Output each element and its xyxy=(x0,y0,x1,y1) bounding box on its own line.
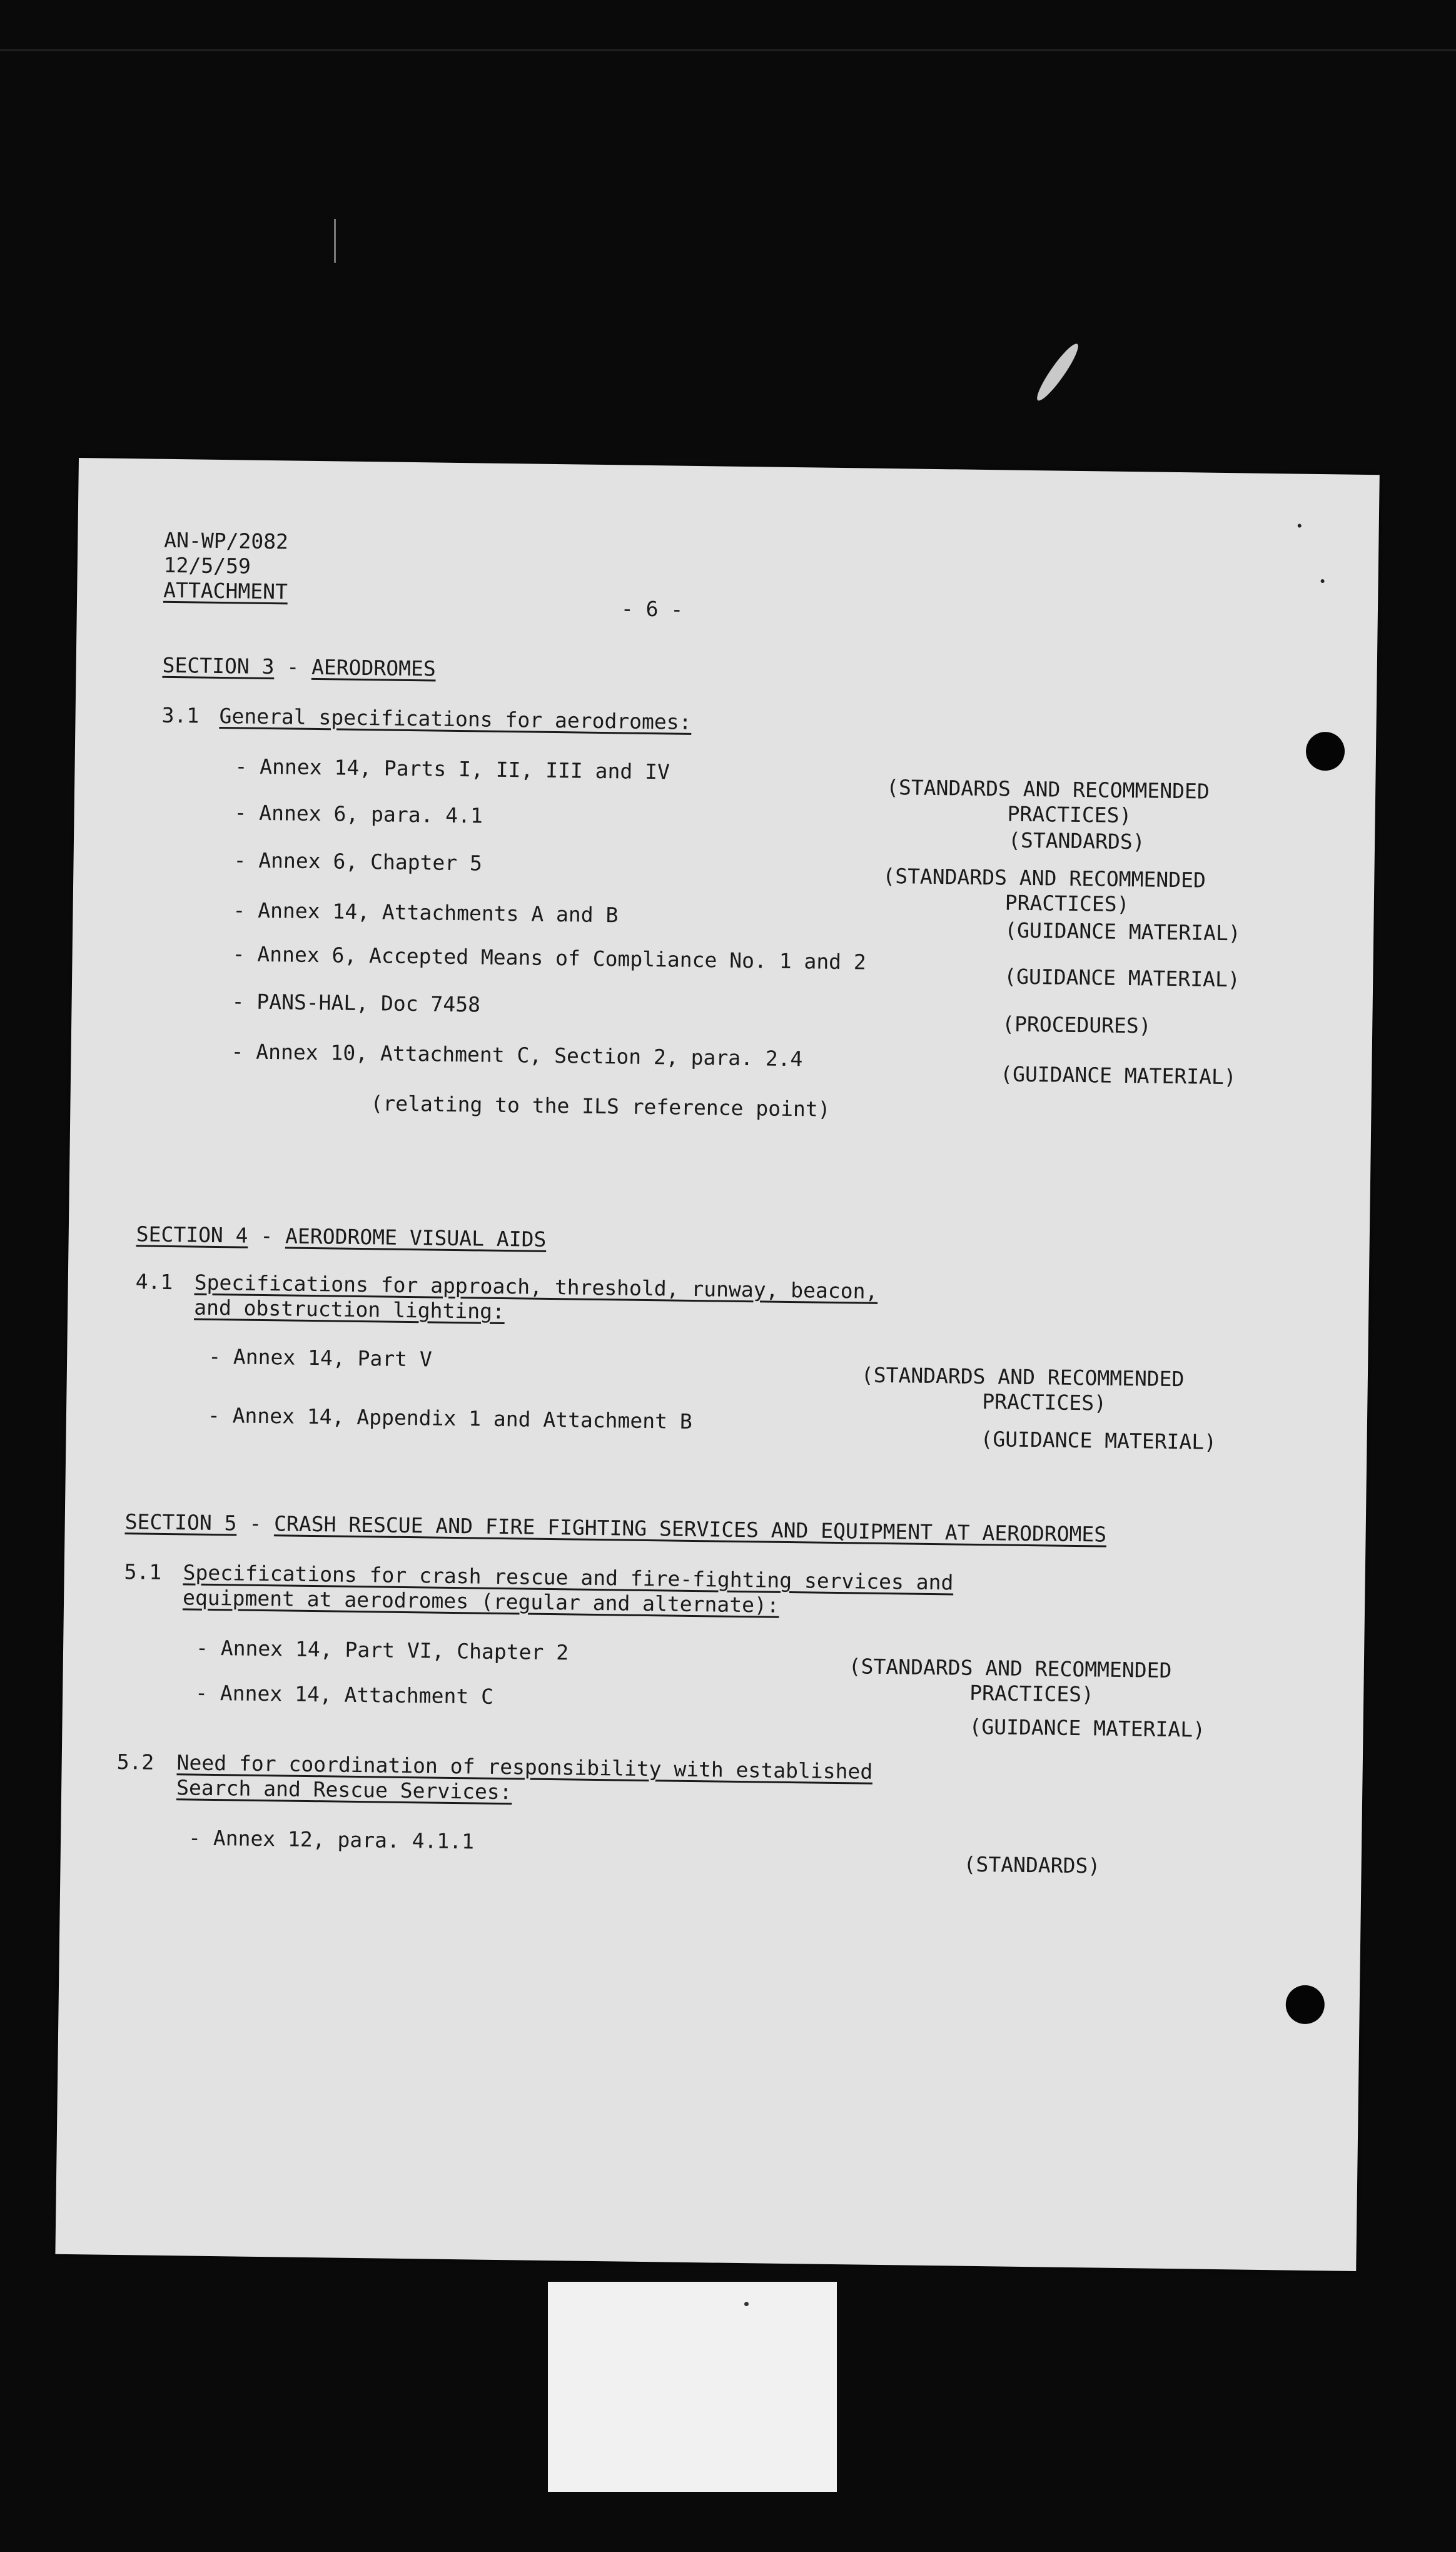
list-item: - Annex 6, para. 4.1 xyxy=(234,800,483,828)
section-heading xyxy=(162,653,436,682)
category-label: PRACTICES) xyxy=(982,1389,1107,1415)
section-dash: - xyxy=(249,1511,262,1536)
section-heading xyxy=(124,1509,1106,1547)
page-mark xyxy=(1298,524,1302,528)
section-title: AERODROME VISUAL AIDS xyxy=(285,1223,547,1252)
list-item: - Annex 12, para. 4.1.1 xyxy=(188,1825,475,1854)
category-label: (GUIDANCE MATERIAL) xyxy=(1004,964,1240,992)
category-label: (GUIDANCE MATERIAL) xyxy=(1004,918,1241,946)
subsection-heading: Specifications for approach, threshold, runway, beacon, xyxy=(194,1270,878,1304)
category-label: PRACTICES) xyxy=(1007,801,1132,828)
category-label: PRACTICES) xyxy=(1004,890,1130,917)
list-item: - Annex 6, Accepted Means of Compliance No. 1 and 2 xyxy=(232,941,867,975)
category-label: PRACTICES) xyxy=(969,1680,1095,1707)
list-item: - Annex 14, Part VI, Chapter 2 xyxy=(195,1635,569,1665)
section-title: CRASH RESCUE AND FIRE FIGHTING SERVICES AND EQUIPMENT AT AERODROMES xyxy=(273,1511,1107,1547)
list-item: - Annex 14, Appendix 1 and Attachment B xyxy=(207,1402,693,1434)
section-dash: - xyxy=(260,1223,273,1248)
category-label: (GUIDANCE MATERIAL) xyxy=(980,1427,1217,1454)
attachment-label: ATTACHMENT xyxy=(163,577,288,604)
film-edge-line xyxy=(0,49,1456,51)
list-item: - Annex 14, Attachments A and B xyxy=(233,898,619,928)
document-page xyxy=(55,458,1379,2271)
list-item: - Annex 6, Chapter 5 xyxy=(233,848,483,876)
category-label: (STANDARDS) xyxy=(963,1851,1101,1878)
section-heading xyxy=(136,1222,546,1252)
subsection-heading: General specifications for aerodromes: xyxy=(219,703,692,734)
category-label: (STANDARDS) xyxy=(1008,828,1145,854)
list-item: - PANS-HAL, Doc 7458 xyxy=(231,989,481,1017)
subsection-number: 5.2 xyxy=(116,1749,154,1775)
category-label: (STANDARDS AND RECOMMENDED xyxy=(848,1654,1172,1683)
section-number: SECTION 5 xyxy=(124,1509,237,1536)
section-title: AERODROMES xyxy=(311,654,437,681)
card-mark xyxy=(744,2302,749,2306)
category-label: (STANDARDS AND RECOMMENDED xyxy=(886,774,1210,804)
subsection-number: 3.1 xyxy=(161,702,200,728)
subsection-number: 5.1 xyxy=(124,1559,162,1584)
list-item: - Annex 14, Part V xyxy=(208,1344,433,1372)
punch-hole xyxy=(1306,732,1345,771)
subsection-number: 4.1 xyxy=(135,1269,173,1295)
subsection-heading: equipment at aerodromes (regular and alternate): xyxy=(182,1585,779,1618)
category-label: (GUIDANCE MATERIAL) xyxy=(969,1714,1206,1742)
category-label: (STANDARDS AND RECOMMENDED xyxy=(882,863,1206,893)
section-dash: - xyxy=(286,654,300,679)
subsection-heading: and obstruction lighting: xyxy=(193,1295,505,1324)
category-label: (GUIDANCE MATERIAL) xyxy=(999,1061,1236,1090)
list-item: - Annex 14, Attachment C xyxy=(195,1680,494,1709)
category-label: (PROCEDURES) xyxy=(1002,1011,1151,1038)
document-reference: AN-WP/2082 xyxy=(164,527,289,554)
punch-hole xyxy=(1285,1985,1325,2024)
subsection-heading: Specifications for crash rescue and fire-fighting services and xyxy=(183,1560,954,1595)
list-item: - Annex 14, Parts I, II, III and IV xyxy=(235,754,670,784)
category-label: (STANDARDS AND RECOMMENDED xyxy=(861,1362,1185,1392)
page-mark xyxy=(1321,579,1325,583)
list-item: - Annex 10, Attachment C, Section 2, para. 2.4 xyxy=(231,1039,803,1071)
subsection-heading: Search and Rescue Services: xyxy=(176,1775,512,1805)
document-date: 12/5/59 xyxy=(163,552,251,579)
list-item-note: (relating to the ILS reference point) xyxy=(370,1091,831,1122)
section-number: SECTION 4 xyxy=(136,1222,248,1248)
section-number: SECTION 3 xyxy=(162,652,275,679)
page-number: - 6 - xyxy=(620,596,684,622)
film-scratch xyxy=(334,219,336,263)
film-target-card xyxy=(548,2282,837,2492)
subsection-heading: Need for coordination of responsibility with established xyxy=(176,1750,873,1784)
